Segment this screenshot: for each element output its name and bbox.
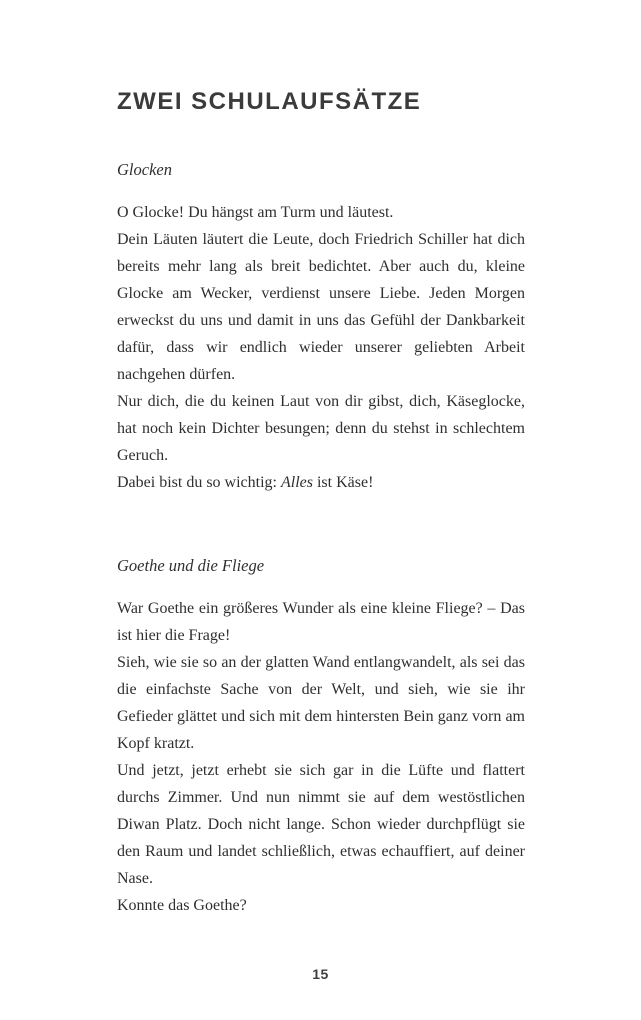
italic-text-run: Alles xyxy=(280,474,313,491)
book-page-content xyxy=(117,88,525,919)
essay-heading-glocken: Glocken xyxy=(117,160,172,179)
page-number: 15 xyxy=(312,966,329,982)
paragraph: Konnte das Goethe? xyxy=(117,897,247,914)
paragraph xyxy=(117,469,525,496)
text-run: Dabei bist du so wichtig: xyxy=(117,474,281,491)
essay-heading-goethe: Goethe und die Fliege xyxy=(117,556,265,575)
essay-glocken xyxy=(117,156,525,496)
paragraph: O Glocke! Du hängst am Turm und läutest. xyxy=(117,204,394,221)
paragraph: Und jetzt, jetzt erhebt sie sich gar in die Lüfte und flattert durchs Zimmer. Und nun nimmt sie auf dem westöstlichen Diwan Platz. Doch nicht lange. Schon wieder durchpflügt sie den Raum und landet schließlich, etwas echauffiert, auf deiner Nase. xyxy=(117,762,525,887)
essay-goethe-und-die-fliege xyxy=(117,552,525,919)
paragraph: Dein Läuten läutert die Leute, doch Friedrich Schiller hat dich bereits mehr lang als breit bedichtet. Aber auch du, kleine Glocke am Wecker, verdienst unsere Liebe. Jeden Morgen erweckst du uns und damit in uns das Gefühl der Dankbarkeit dafür, dass wir endlich wieder unserer geliebten Arbeit nachgehen dürfen. xyxy=(117,231,525,383)
paragraph: Nur dich, die du keinen Laut von dir gibst, dich, Käseglocke, hat noch kein Dichter besungen; denn du stehst in schlechtem Geruch. xyxy=(117,393,525,464)
paragraph: War Goethe ein größeres Wunder als eine kleine Fliege? – Das ist hier die Frage! xyxy=(117,600,525,644)
paragraph: Sieh, wie sie so an der glatten Wand entlangwandelt, als sei das die einfachste Sache von der Welt, und sieh, wie sie ihr Gefieder glättet und sich mit dem hintersten Bein ganz vorn am Kopf kratzt. xyxy=(117,654,525,752)
page-title: ZWEI SCHULAUFSÄTZE xyxy=(117,88,422,115)
text-run: ist Käse! xyxy=(312,474,374,491)
